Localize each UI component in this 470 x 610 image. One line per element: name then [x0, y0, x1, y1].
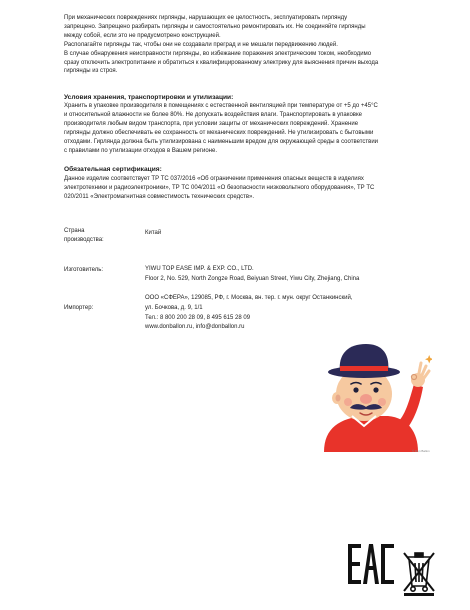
- certification-heading: Обязательная сертификация:: [64, 166, 162, 173]
- storage-line: с правилами по утилизации отходов в Вашем регионе.: [64, 147, 217, 154]
- country-label: [64, 227, 104, 245]
- country-value-text: Китай: [145, 230, 162, 236]
- manufacturer-line: YIWU TOP EASE IMP. & EXP. CO., LTD.: [145, 266, 254, 272]
- certification-line: 020/2011 «Электромагнитная совместимость технических средств».: [64, 193, 255, 200]
- intro-line: сразу отключить электропитание и обратиться к квалифицированному электрику для выяснения причин выхода: [64, 59, 379, 66]
- storage-heading: Условия хранения, транспортировки и утилизации:: [64, 94, 234, 101]
- country-value: [145, 229, 161, 239]
- mascot-eye: [353, 387, 358, 392]
- storage-line: Хранить в упаковке производителя в помещениях с естественной вентиляцией при температуре от +5 до +45°С: [64, 103, 378, 109]
- mascot-arm: [398, 384, 423, 432]
- crossed-bin-icon: [401, 550, 437, 596]
- mascot-nose: [360, 394, 372, 404]
- importer-label-text: Импортер:: [64, 305, 94, 311]
- importer-value: [145, 294, 353, 333]
- importer-line: Тел.: 8 800 200 28 09, 8 495 615 28 09: [145, 314, 251, 321]
- manufacturer-label-text: Изготовитель:: [64, 267, 103, 273]
- storage-line: гирлянды должно обеспечивать ее сохранность от механических повреждений. Не утилизировать с бытовыми: [64, 129, 374, 136]
- intro-line: гирлянды из строя.: [64, 68, 118, 75]
- intro-paragraph: [64, 14, 416, 76]
- importer-label: [64, 304, 93, 313]
- certification-line: электротехники и радиоэлектроники», ТР ТС 004/2011 «О безопасности низковольтного оборудования», ТР ТС: [64, 184, 375, 191]
- manufacturer-value: [145, 265, 359, 285]
- intro-line: между собой, если это не предусмотрено конструкцией.: [64, 32, 221, 39]
- certification-line: Данное изделие соответствует ТР ТС 037/2016 «Об ограничении применения опасных веществ в изделиях: [64, 176, 364, 182]
- manufacturer-line: Floor 2, No. 529, North Zongze Road, Beiyuan Street, Yiwu City, Zhejiang, China: [145, 275, 360, 282]
- importer-line: ул. Бочкова, д. 9, 1/1: [145, 304, 203, 311]
- storage-paragraph: [64, 102, 416, 155]
- intro-line: При механических повреждениях гирлянды, нарушающих ее целостность, эксплуатировать гирлянду: [64, 15, 348, 21]
- mascot-eye: [373, 387, 378, 392]
- country-label-line: производства:: [64, 236, 104, 243]
- certification-paragraph: [64, 175, 416, 202]
- manufacturer-label: [64, 266, 103, 275]
- country-label-line: Страна: [64, 228, 85, 234]
- eac-mark-icon: [348, 544, 394, 584]
- storage-line: производителя любым видом транспорта, при условии защиты от механических повреждений. Хранение: [64, 120, 359, 127]
- storage-line: и относительной влажности не более 80%. Не допускать воздействия влаги. Транспортировать в упаковке: [64, 111, 363, 118]
- mascot-illustration: [318, 336, 432, 452]
- importer-line: ООО «СФЕРА», 129085, РФ, г. Москва, вн. тер. г. мун. округ Останкинский,: [145, 295, 353, 301]
- intro-line: В случае обнаружения неисправности гирлянды, во избежание поражения электрическим током, необходимо: [64, 50, 372, 57]
- intro-line: Располагайте гирлянды так, чтобы они не создавали преград и не мешали передвижению людей.: [64, 41, 338, 48]
- intro-line: запрещено. Запрещено разбирать гирлянды и самостоятельно ремонтировать их. Не соединяйте гирлянды: [64, 23, 366, 30]
- storage-line: отходами. Гирлянда должна быть утилизирована с наименьшим вредом для окружающей среды в соответствии: [64, 138, 379, 145]
- importer-line: www.donballon.ru, info@donballon.ru: [145, 324, 245, 331]
- mascot-credit: © Don Ballon: [412, 449, 430, 453]
